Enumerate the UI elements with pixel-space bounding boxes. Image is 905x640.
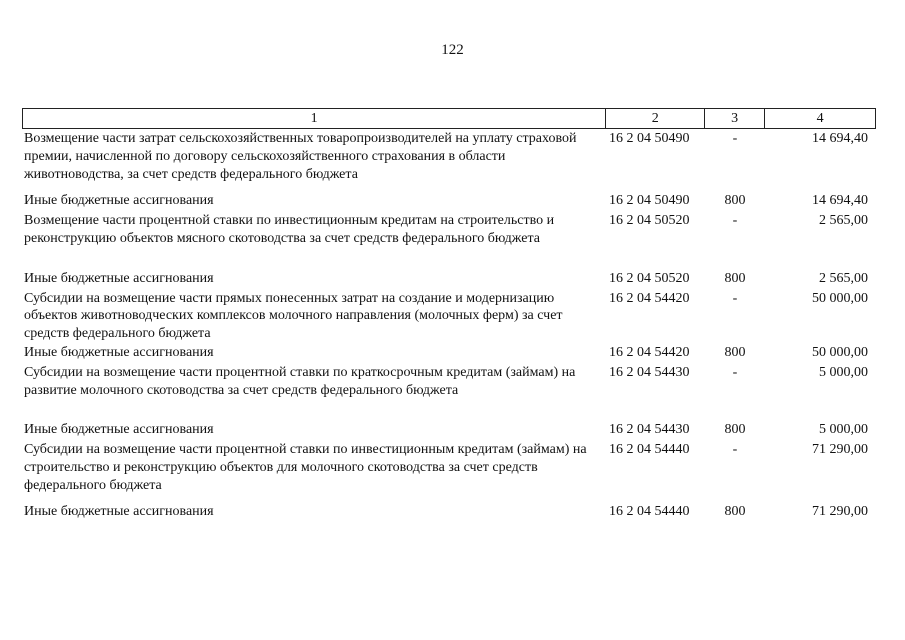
row-name: Субсидии на возмещение части прямых понесенных затрат на создание и модернизацию объектов животноводческих комплексов молочного направления (молочных ферм) за счет средств федерального бюджета xyxy=(24,290,563,342)
row-type: - xyxy=(732,364,738,380)
table-row xyxy=(22,130,876,183)
row-amount: 50 000,00 xyxy=(812,344,868,360)
table-row xyxy=(22,212,876,248)
row-amount: 71 290,00 xyxy=(812,442,868,458)
row-amount: 71 290,00 xyxy=(812,503,868,519)
row-name: Возмещение части процентной ставки по инвестиционным кредитам на строительство и реконструкцию объектов мясного скотоводства за счет средств федерального бюджета xyxy=(24,213,555,246)
row-code: 16 2 04 54430 xyxy=(609,422,690,438)
row-code: 16 2 04 54420 xyxy=(609,344,690,360)
row-name: Иные бюджетные ассигнования xyxy=(24,422,214,438)
row-name: Иные бюджетные ассигнования xyxy=(24,270,214,286)
header-col-4: 4 xyxy=(765,109,876,128)
row-code: 16 2 04 50520 xyxy=(609,270,690,286)
table-row xyxy=(22,344,876,362)
row-name: Субсидии на возмещение части процентной ставки по краткосрочным кредитам (займам) на развитие молочного скотоводства за счет средств федерального бюджета xyxy=(24,364,576,398)
row-type: - xyxy=(732,442,738,458)
row-type: - xyxy=(732,213,738,229)
row-name: Иные бюджетные ассигнования xyxy=(24,503,214,519)
row-type: 800 xyxy=(724,270,746,286)
row-type: 800 xyxy=(724,193,746,209)
row-type: 800 xyxy=(724,503,746,519)
header-col-2: 2 xyxy=(606,109,705,128)
header-col-1: 1 xyxy=(23,109,606,128)
row-type: 800 xyxy=(724,422,746,438)
row-amount: 14 694,40 xyxy=(812,131,868,146)
row-name: Иные бюджетные ассигнования xyxy=(24,193,214,209)
row-code: 16 2 04 54430 xyxy=(609,364,690,380)
row-amount: 50 000,00 xyxy=(812,290,868,306)
row-name: Возмещение части затрат сельскохозяйственных товаропроизводителей на уплату страховой премии, начисленной по договору сельскохозяйственного страхования в области животноводства, за счет средств федерального бюджета xyxy=(24,131,577,182)
row-type: - xyxy=(732,290,738,306)
table-row xyxy=(22,192,876,210)
table-row xyxy=(22,421,876,439)
row-amount: 5 000,00 xyxy=(819,364,868,380)
row-code: 16 2 04 50490 xyxy=(609,131,690,146)
row-name: Иные бюджетные ассигнования xyxy=(24,344,214,360)
page-number: 122 xyxy=(441,42,464,58)
row-amount: 2 565,00 xyxy=(819,213,868,229)
header-col-3: 3 xyxy=(705,109,765,128)
row-code: 16 2 04 54440 xyxy=(609,503,690,519)
table-row xyxy=(22,270,876,288)
row-amount: 5 000,00 xyxy=(819,422,868,438)
budget-table xyxy=(22,108,876,520)
row-code: 16 2 04 54440 xyxy=(609,442,690,458)
row-code: 16 2 04 50520 xyxy=(609,213,690,229)
row-name: Субсидии на возмещение части процентной ставки по инвестиционным кредитам (займам) на строительство и реконструкцию объектов для молочного скотоводства за счет средств федерального бюджета xyxy=(24,442,587,493)
row-code: 16 2 04 54420 xyxy=(609,290,690,306)
table-row xyxy=(22,441,876,494)
table-row xyxy=(22,364,876,400)
table-header-row xyxy=(22,108,876,129)
row-type: - xyxy=(732,131,738,146)
row-type: 800 xyxy=(724,344,746,360)
row-amount: 14 694,40 xyxy=(812,193,868,209)
row-amount: 2 565,00 xyxy=(819,270,868,286)
row-code: 16 2 04 50490 xyxy=(609,193,690,209)
table-row xyxy=(22,290,876,343)
table-row xyxy=(22,503,876,521)
